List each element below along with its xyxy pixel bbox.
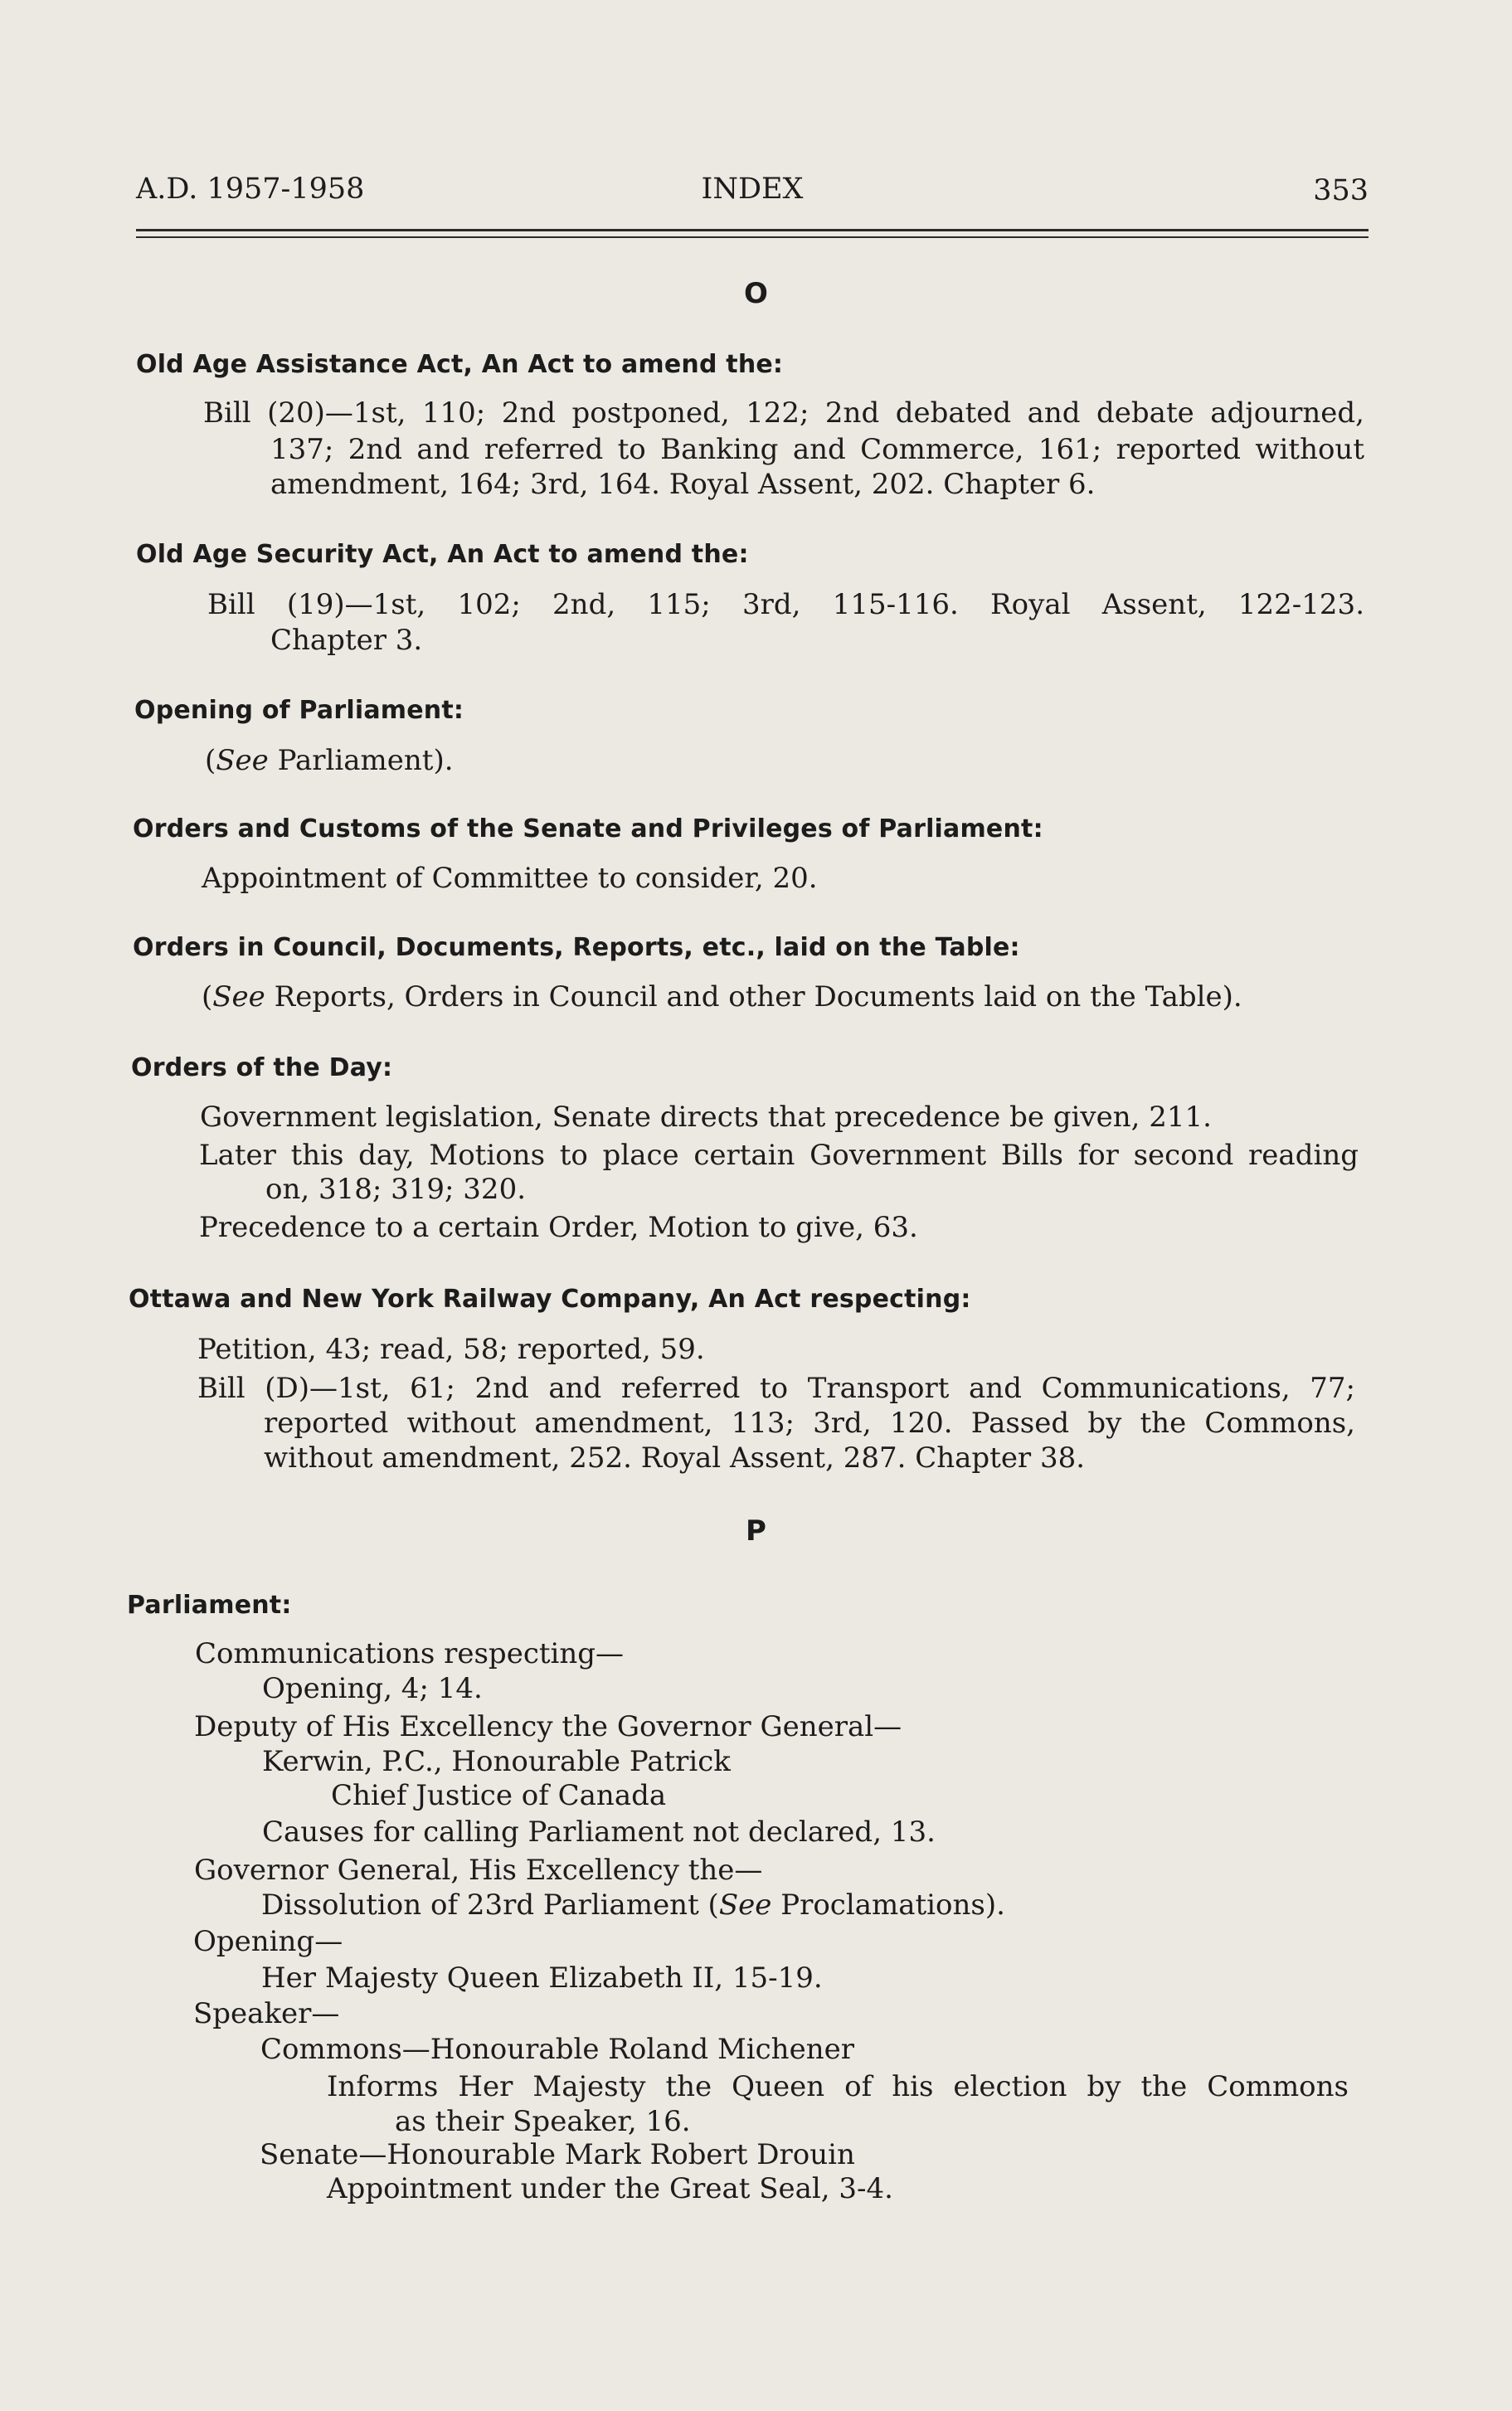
running-head [136,173,1369,214]
entry-line: Informs Her Majesty the Queen of his election by the Commons [327,2070,1349,2103]
entry-line: Bill (D)—1st, 61; 2nd and referred to Transport and Communications, 77; [197,1372,1355,1405]
entry-line-dissolution [261,1888,1005,1922]
entry-line: Kerwin, P.C., Honourable Patrick [262,1745,731,1778]
see-reference-parliament: (See Parliament). [205,744,454,777]
header-rule-top [136,229,1369,231]
entry-line: without amendment, 252. Royal Assent, 287. Chapter 38. [264,1441,1086,1475]
entry-line: Bill (19)—1st, 102; 2nd, 115; 3rd, 115-116. Royal Assent, 122-123. [207,588,1364,621]
entry-line: Her Majesty Queen Elizabeth II, 15-19. [261,1961,823,1995]
entry-line: Precedence to a certain Order, Motion to give, 63. [199,1211,918,1244]
entry-line: Later this day, Motions to place certain Government Bills for second reading [199,1139,1359,1172]
entry-line: Chief Justice of Canada [331,1779,667,1812]
entry-text: Dissolution of 23rd Parliament ( [261,1888,719,1922]
entry-body-old-age-security [207,587,1364,622]
running-head-date: A.D. 1957-1958 [136,173,365,206]
page-number: 353 [1313,174,1369,207]
entry-heading-opening-of-parliament: Opening of Parliament: [134,696,464,725]
see-word: See [212,980,265,1013]
entry-body-old-age-assistance-cont [270,432,1364,502]
entry-heading-orders-and-customs: Orders and Customs of the Senate and Privileges of Parliament: [133,814,1043,843]
entry-line: on, 318; 319; 320. [265,1173,527,1206]
see-word: See [216,744,269,777]
entry-line: Governor General, His Excellency the— [194,1854,763,1887]
running-head-title: INDEX [701,173,804,206]
entry-heading-old-age-assistance: Old Age Assistance Act, An Act to amend the: [136,350,784,379]
see-target: Reports, Orders in Council and other Documents laid on the Table). [274,980,1242,1013]
section-letter-p: P [746,1514,766,1548]
entry-line: Opening, 4; 14. [262,1672,483,1705]
entry-heading-parliament: Parliament: [127,1591,292,1620]
entry-line: Causes for calling Parliament not declared, 13. [262,1816,936,1849]
see-target: Parliament). [277,744,454,777]
entry-line: amendment, 164; 3rd, 164. Royal Assent, 202. Chapter 6. [270,468,1096,501]
entry-heading-orders-of-the-day: Orders of the Day: [131,1053,393,1082]
entry-line-informs [327,2069,1349,2104]
entry-heading-old-age-security: Old Age Security Act, An Act to amend the: [136,540,749,569]
header-rule-bottom [136,236,1369,238]
entry-line: Communications respecting— [195,1637,625,1670]
entry-line: Speaker— [193,1997,340,2030]
see-reference-reports: (See Reports, Orders in Council and other Documents laid on the Table). [202,980,1242,1013]
entry-line: Opening— [193,1925,343,1958]
entry-line: Appointment of Committee to consider, 20. [202,862,818,895]
entry-line-later-this-day [199,1138,1359,1173]
entry-line: Deputy of His Excellency the Governor General— [194,1710,902,1743]
entry-heading-ottawa-new-york-railway: Ottawa and New York Railway Company, An Act respecting: [129,1285,971,1314]
entry-line: Commons—Honourable Roland Michener [260,2033,854,2066]
entry-line: Petition, 43; read, 58; reported, 59. [197,1333,705,1366]
entry-line: 137; 2nd and referred to Banking and Commerce, 161; reported without [270,433,1364,466]
entry-line: Appointment under the Great Seal, 3-4. [327,2172,893,2205]
entry-line: Government legislation, Senate directs that precedence be given, 211. [200,1101,1212,1134]
see-target: Proclamations). [780,1888,1005,1922]
entry-line: Chapter 3. [270,624,423,657]
entry-line: reported without amendment, 113; 3rd, 120. Passed by the Commons, [264,1407,1355,1440]
section-letter-o: O [744,277,768,310]
entry-body-old-age-assistance [203,396,1364,430]
entry-line: Bill (20)—1st, 110; 2nd postponed, 122; 2nd debated and debate adjourned, [203,396,1364,430]
entry-body-ottawa-bill-cont [264,1406,1355,1475]
entry-line: as their Speaker, 16. [395,2105,691,2138]
entry-heading-orders-in-council: Orders in Council, Documents, Reports, etc., laid on the Table: [133,933,1020,962]
see-word: See [718,1888,772,1922]
entry-line: Senate—Honourable Mark Robert Drouin [260,2138,855,2171]
entry-body-ottawa-bill [197,1371,1355,1406]
